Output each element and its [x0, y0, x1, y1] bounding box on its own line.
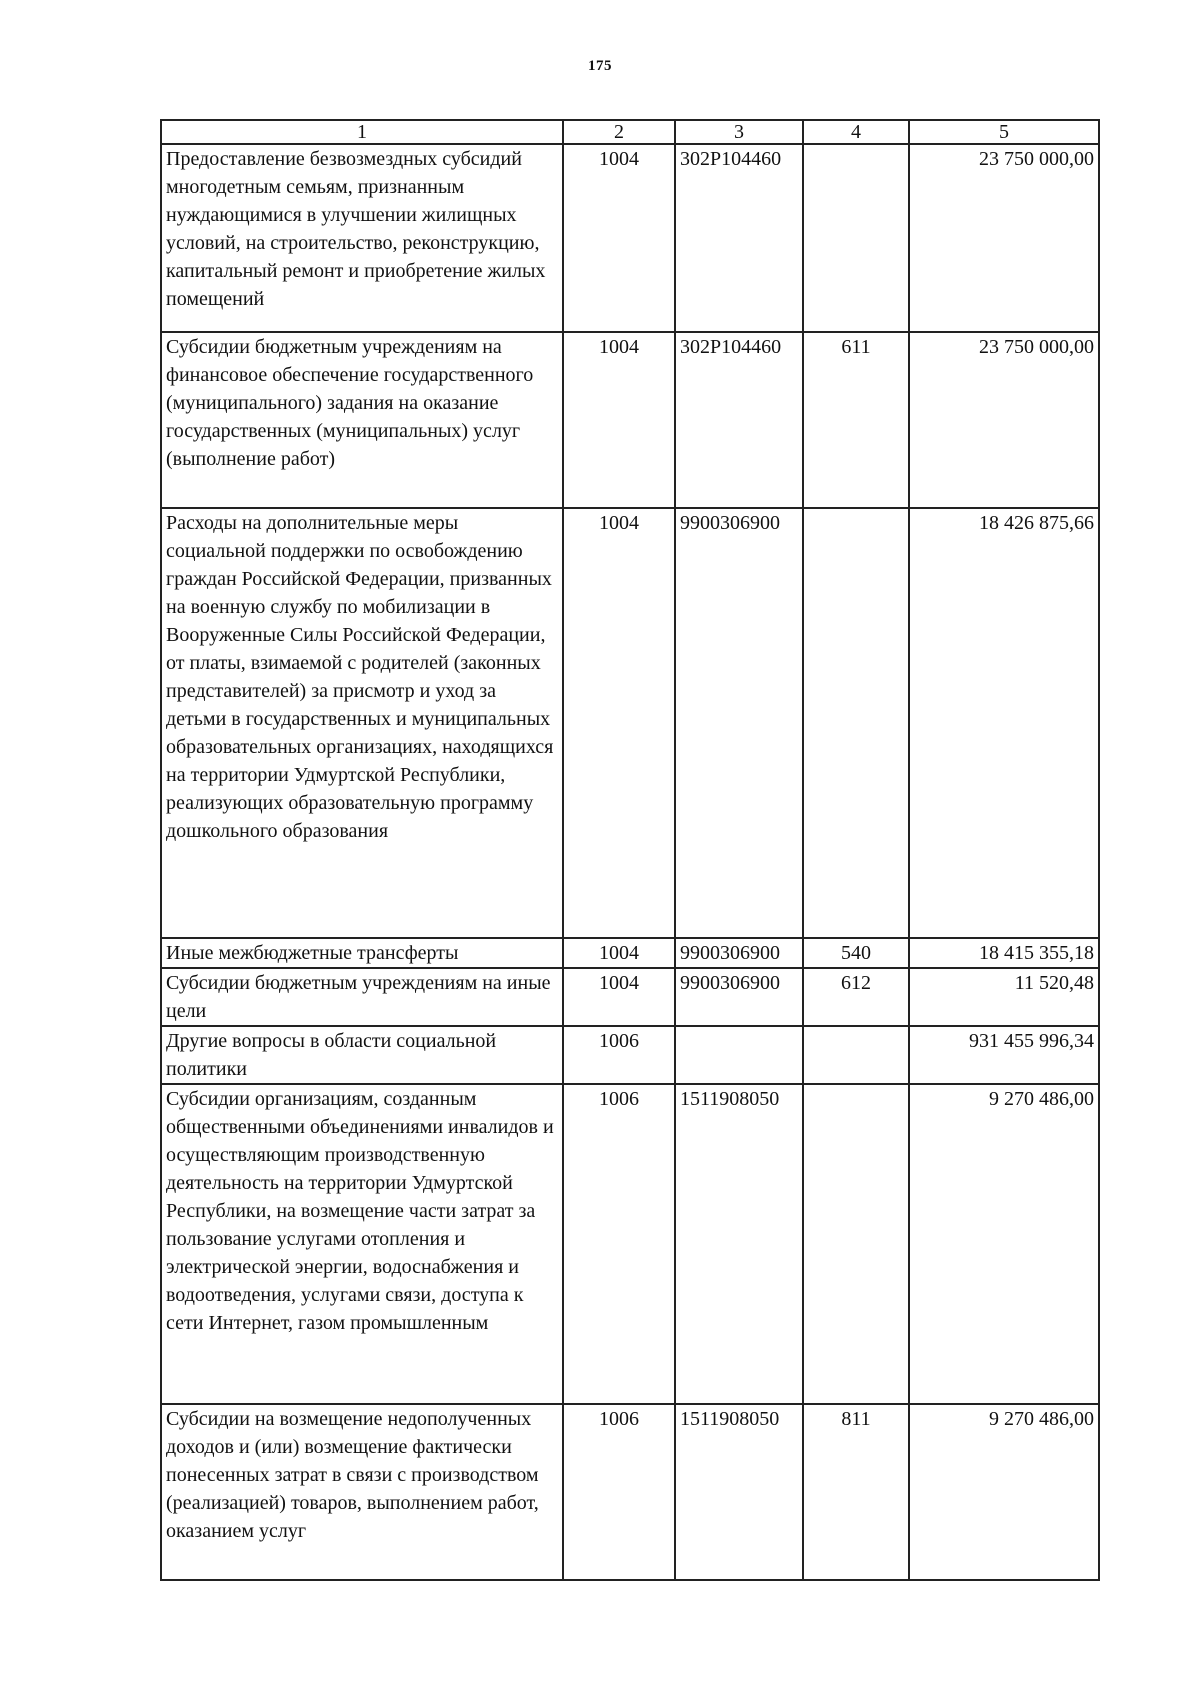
section-code: 1004 — [563, 938, 675, 968]
expense-name: Предоставление безвозмездных субсидий многодетным семьям, признанным нуждающимися в улучшении жилищных условий, на строительство, реконструкцию, капитальный ремонт и приобретение жилых помещений — [161, 144, 563, 332]
amount: 18 415 355,18 — [909, 938, 1099, 968]
expense-kind — [803, 144, 909, 332]
expense-kind: 540 — [803, 938, 909, 968]
section-code: 1006 — [563, 1404, 675, 1580]
table-row — [161, 1084, 1099, 1404]
amount: 9 270 486,00 — [909, 1404, 1099, 1580]
section-code: 1006 — [563, 1026, 675, 1084]
table-row — [161, 508, 1099, 938]
amount: 23 750 000,00 — [909, 144, 1099, 332]
expense-kind — [803, 1084, 909, 1404]
table-row — [161, 332, 1099, 508]
table-row — [161, 1026, 1099, 1084]
target-code: 302Р104460 — [675, 144, 803, 332]
amount: 11 520,48 — [909, 968, 1099, 1026]
target-code — [675, 1026, 803, 1084]
expense-kind — [803, 1026, 909, 1084]
expense-name: Другие вопросы в области социальной политики — [161, 1026, 563, 1084]
expense-kind: 611 — [803, 332, 909, 508]
table-row — [161, 968, 1099, 1026]
table-row — [161, 1404, 1099, 1580]
page-number: 175 — [588, 58, 612, 74]
target-code: 9900306900 — [675, 938, 803, 968]
expense-kind: 612 — [803, 968, 909, 1026]
expense-name: Иные межбюджетные трансферты — [161, 938, 563, 968]
amount: 23 750 000,00 — [909, 332, 1099, 508]
amount: 931 455 996,34 — [909, 1026, 1099, 1084]
budget-table — [160, 119, 1100, 1581]
section-code: 1004 — [563, 968, 675, 1026]
section-code: 1006 — [563, 1084, 675, 1404]
section-code: 1004 — [563, 332, 675, 508]
target-code: 1511908050 — [675, 1084, 803, 1404]
table-row — [161, 938, 1099, 968]
expense-kind — [803, 508, 909, 938]
header-cell: 4 — [803, 120, 909, 144]
header-cell: 2 — [563, 120, 675, 144]
target-code: 302Р104460 — [675, 332, 803, 508]
expense-name: Субсидии организациям, созданным общественными объединениями инвалидов и осуществляющим производственную деятельность на территории Удмуртской Республики, на возмещение части затрат за пользование услугами отопления и электрической энергии, водоснабжения и водоотведения, услугами связи, доступа к сети Интернет, газом промышленным — [161, 1084, 563, 1404]
header-cell: 5 — [909, 120, 1099, 144]
header-cell: 3 — [675, 120, 803, 144]
expense-kind: 811 — [803, 1404, 909, 1580]
target-code: 1511908050 — [675, 1404, 803, 1580]
table-row — [161, 144, 1099, 332]
target-code: 9900306900 — [675, 508, 803, 938]
expense-name: Субсидии бюджетным учреждениям на финансовое обеспечение государственного (муниципального) задания на оказание государственных (муниципальных) услуг (выполнение работ) — [161, 332, 563, 508]
section-code: 1004 — [563, 508, 675, 938]
table-header-row — [161, 120, 1099, 144]
amount: 9 270 486,00 — [909, 1084, 1099, 1404]
amount: 18 426 875,66 — [909, 508, 1099, 938]
expense-name: Субсидии на возмещение недополученных доходов и (или) возмещение фактически понесенных затрат в связи с производством (реализацией) товаров, выполнением работ, оказанием услуг — [161, 1404, 563, 1580]
expense-name: Расходы на дополнительные меры социальной поддержки по освобождению граждан Российской Федерации, призванных на военную службу по мобилизации в Вооруженные Силы Российской Федерации, от платы, взимаемой с родителей (законных представителей) за присмотр и уход за детьми в государственных и муниципальных образовательных организациях, находящихся на территории Удмуртской Республики, реализующих образовательную программу дошкольного образования — [161, 508, 563, 938]
header-cell: 1 — [161, 120, 563, 144]
section-code: 1004 — [563, 144, 675, 332]
expense-name: Субсидии бюджетным учреждениям на иные цели — [161, 968, 563, 1026]
target-code: 9900306900 — [675, 968, 803, 1026]
